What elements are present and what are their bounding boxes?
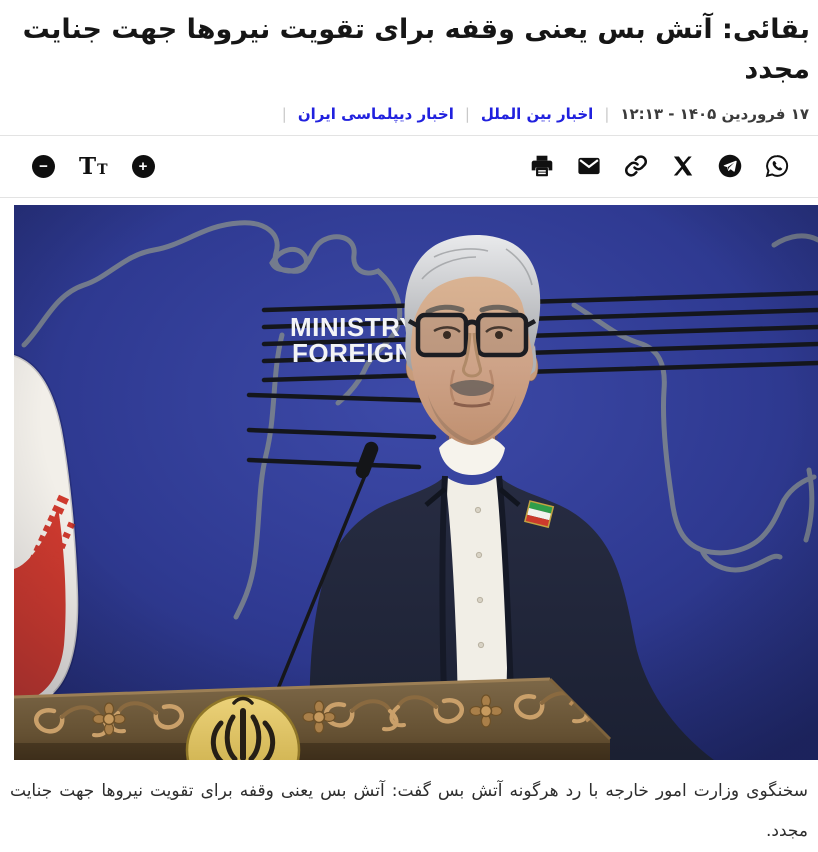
- x-icon: [671, 154, 695, 178]
- article-toolbar: [0, 135, 818, 198]
- whatsapp-share-button[interactable]: [763, 153, 790, 180]
- category-link-international[interactable]: اخبار بین الملل: [480, 104, 594, 123]
- article-meta: [0, 90, 818, 123]
- meta-separator: |: [604, 104, 610, 123]
- article-lead: سخنگوی وزارت امور خارجه با رد هرگونه آتش بس گفت: آتش بس یعنی وقفه برای تقویت نیروها جهت جنایت مجدد.: [10, 780, 808, 841]
- x-share-button[interactable]: [669, 153, 696, 180]
- print-button[interactable]: [528, 153, 555, 180]
- text-size-small-letter: T: [97, 161, 108, 178]
- category-link-diplomacy[interactable]: اخبار دیپلماسی ایران: [297, 104, 454, 123]
- decrease-font-button[interactable]: −: [32, 155, 55, 178]
- copy-link-button[interactable]: [622, 153, 649, 180]
- printer-icon: [529, 153, 555, 179]
- whatsapp-icon: [764, 153, 790, 179]
- article-photo: [14, 205, 818, 760]
- email-icon: [576, 153, 602, 179]
- telegram-share-button[interactable]: [716, 153, 743, 180]
- email-share-button[interactable]: [575, 153, 602, 180]
- copy-link-icon: [623, 153, 649, 179]
- page-title: بقائی: آتش بس یعنی وقفه برای تقویت نیروها جهت جنایت مجدد: [22, 14, 810, 85]
- increase-font-button[interactable]: +: [132, 155, 155, 178]
- font-size-controls: [32, 153, 155, 180]
- meta-separator: |: [464, 104, 470, 123]
- press-conference-photo: [14, 205, 818, 760]
- text-size-big-letter: T: [79, 152, 97, 180]
- text-size-icon[interactable]: [79, 153, 108, 180]
- meta-separator: |: [281, 104, 287, 123]
- share-controls: [528, 153, 790, 180]
- telegram-icon: [717, 153, 743, 179]
- publish-date: ۱۷ فروردین ۱۴۰۵ - ۱۲:۱۳: [620, 104, 809, 123]
